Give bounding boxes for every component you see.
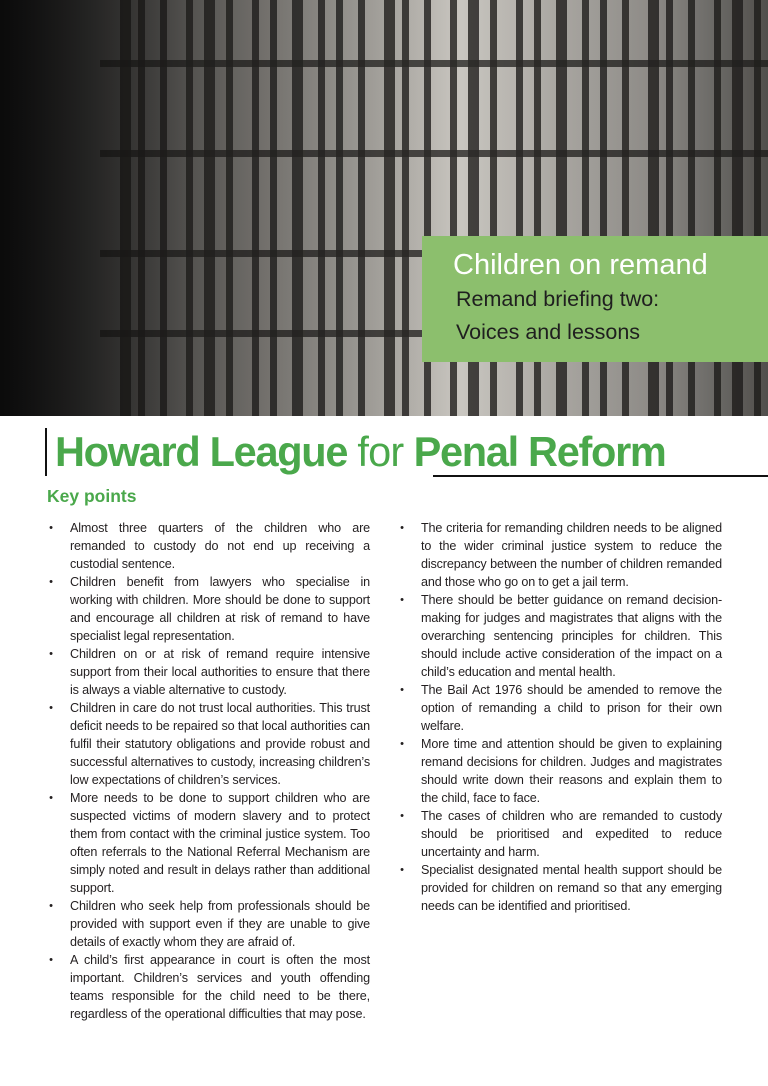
list-item xyxy=(46,951,370,1023)
subtitle-line-2: Voices and lessons xyxy=(456,320,641,344)
key-points-heading: Key points xyxy=(47,486,137,506)
bullet-icon: • xyxy=(49,792,53,804)
list-item xyxy=(46,573,370,645)
bullet-icon: • xyxy=(49,522,53,534)
page-title: Children on remand xyxy=(453,249,708,281)
list-item-text: More needs to be done to support children who are suspected victims of modern slavery and to protect them from contact with the criminal justice system. Too often referrals to the National Referral Mechanism are simply noted and result in delays rather than additional support. xyxy=(70,791,370,895)
logo-wordmark xyxy=(55,428,666,476)
list-item-text: There should be better guidance on remand decision-making for judges and magistrates that aligns with the overarching sentencing principles for children. This should include active consideration of the impact on a child’s education and mental health. xyxy=(421,593,722,679)
list-item xyxy=(397,591,722,681)
logo-part-for: for xyxy=(357,428,404,475)
logo-part-penal-reform: Penal Reform xyxy=(413,428,666,475)
list-item xyxy=(397,861,722,915)
bullet-icon: • xyxy=(400,522,404,534)
bullet-icon: • xyxy=(400,810,404,822)
logo-part-howard-league: Howard League xyxy=(55,428,348,475)
list-item xyxy=(46,897,370,951)
list-item xyxy=(46,519,370,573)
bullet-icon: • xyxy=(400,684,404,696)
title-box xyxy=(422,236,768,362)
list-item-text: The criteria for remanding children needs to be aligned to the wider criminal justice system to reduce the discrepancy between the number of children remanded and those who go on to get a jail term. xyxy=(421,521,722,589)
list-item xyxy=(46,789,370,897)
list-item xyxy=(46,645,370,699)
key-points-right-column xyxy=(397,519,722,915)
list-item-text: The Bail Act 1976 should be amended to remove the option of remanding a child to prison for their own welfare. xyxy=(421,683,722,733)
list-item xyxy=(397,519,722,591)
list-item-text: More time and attention should be given to explaining remand decisions for children. Judges and magistrates should write down their reasons and explain them to the child, face to face. xyxy=(421,737,722,805)
list-item-text: Almost three quarters of the children who are remanded to custody do not end up receiving a custodial sentence. xyxy=(70,521,370,571)
subtitle-line-1: Remand briefing two: xyxy=(456,287,660,311)
logo-left-bar xyxy=(45,428,47,476)
list-item xyxy=(397,735,722,807)
bullet-icon: • xyxy=(49,576,53,588)
key-points-left-column xyxy=(46,519,370,1023)
logo-underline xyxy=(433,475,768,477)
list-item-text: Specialist designated mental health support should be provided for children on remand so that any emerging needs can be identified and prioritised. xyxy=(421,863,722,913)
list-item-text: Children in care do not trust local authorities. This trust deficit needs to be repaired so that local authorities can fulfil their statutory obligations and provide robust and successful alternatives to custody, increasing children’s low expectations of children’s services. xyxy=(70,701,370,787)
bullet-icon: • xyxy=(400,864,404,876)
bullet-icon: • xyxy=(49,900,53,912)
list-item-text: Children benefit from lawyers who specialise in working with children. More should be done to support and encourage all children at risk of remand to have specialist legal representation. xyxy=(70,575,370,643)
list-item-text: The cases of children who are remanded to custody should be prioritised and expedited to reduce uncertainty and harm. xyxy=(421,809,722,859)
list-item-text: Children who seek help from professionals should be provided with support even if they are unable to give details of exactly whom they are afraid of. xyxy=(70,899,370,949)
list-item xyxy=(397,807,722,861)
list-item-text: A child’s first appearance in court is often the most important. Children’s services and youth offending teams responsible for the child need to be there, regardless of the operational difficulties that may pose. xyxy=(70,953,370,1021)
bullet-icon: • xyxy=(400,594,404,606)
list-item-text: Children on or at risk of remand require intensive support from their local authorities to ensure that there is always a viable alternative to custody. xyxy=(70,647,370,697)
list-item xyxy=(46,699,370,789)
bullet-icon: • xyxy=(49,648,53,660)
howard-league-logo xyxy=(45,428,725,476)
bullet-icon: • xyxy=(400,738,404,750)
bullet-icon: • xyxy=(49,954,53,966)
list-item xyxy=(397,681,722,735)
bullet-icon: • xyxy=(49,702,53,714)
